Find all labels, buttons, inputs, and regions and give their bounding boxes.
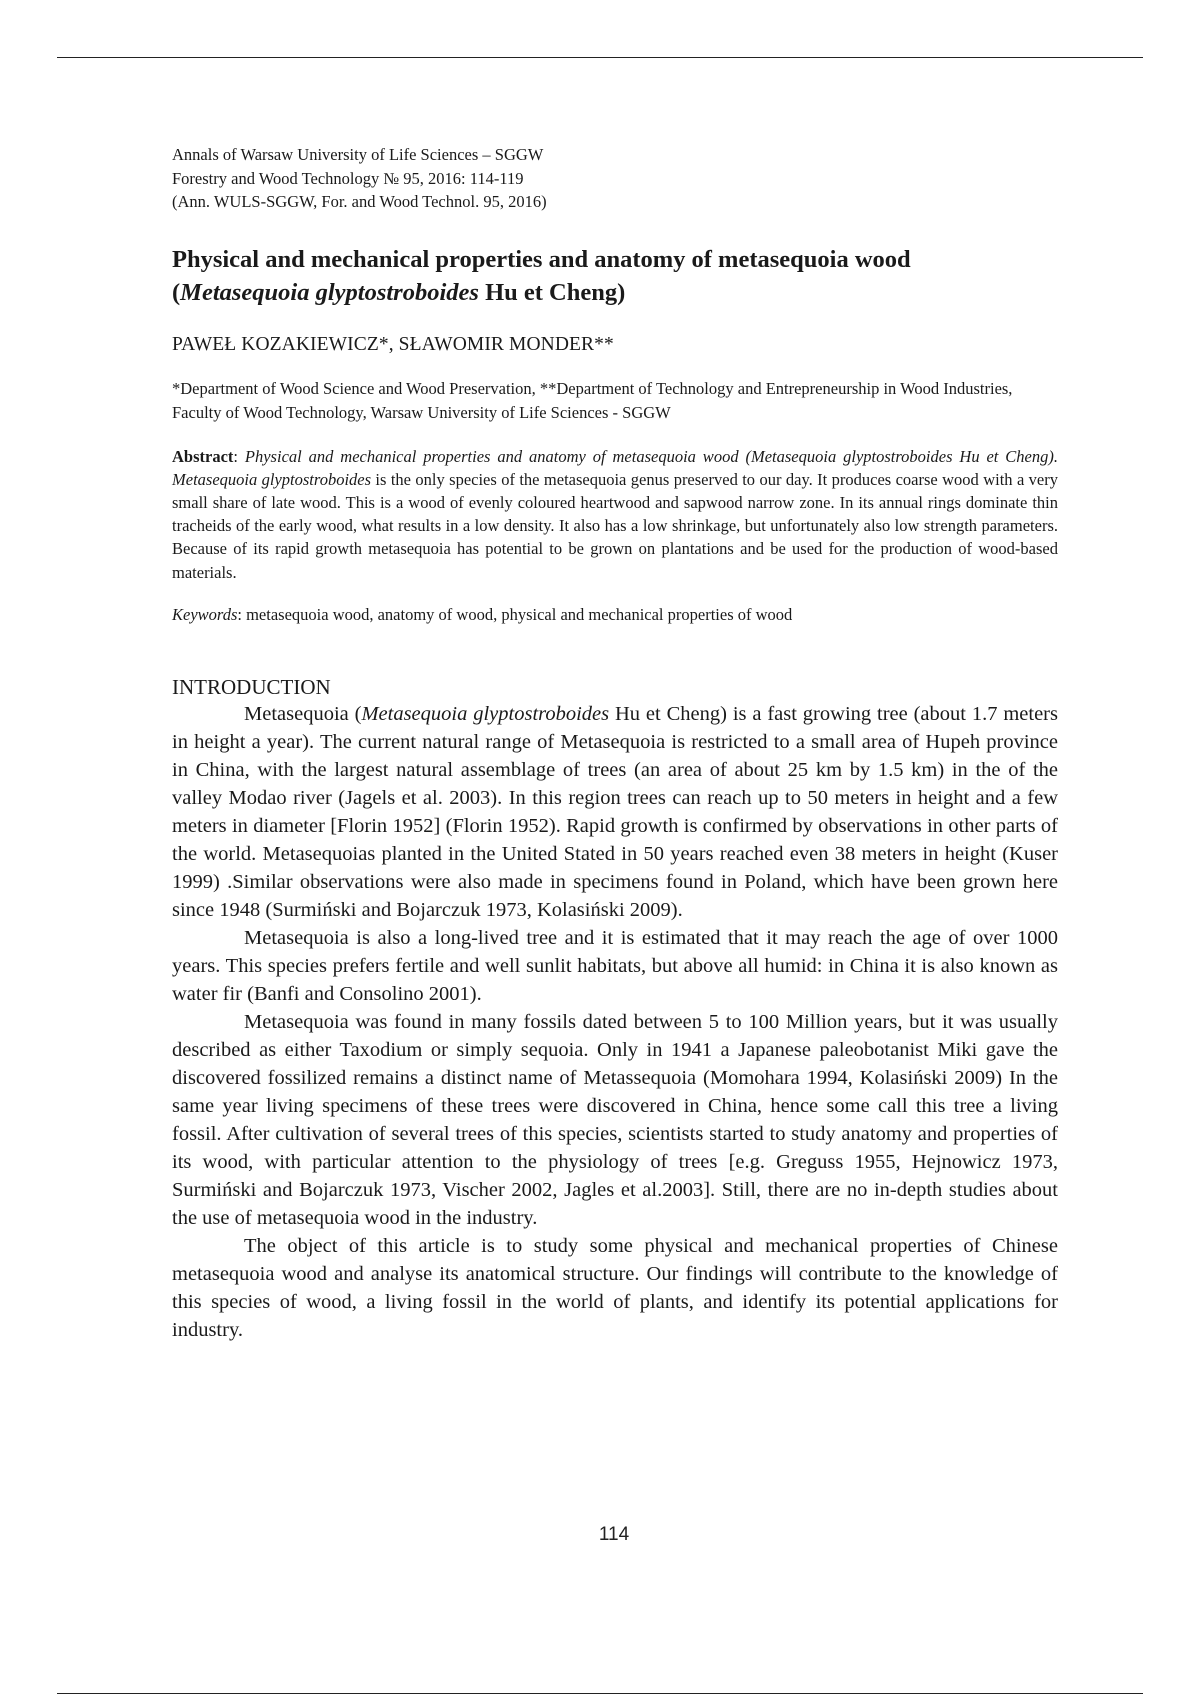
introduction-heading: INTRODUCTION [172,674,331,699]
affiliation: *Department of Wood Science and Wood Preservation, **Department of Technology and Entrepreneurship in Wood Industries, Faculty of Wood Technology, Warsaw University of Life Sciences - SGGW [172,378,1013,422]
title-authority: Hu et Cheng) [478,278,626,306]
abstract [172,445,1058,584]
keywords [172,603,1058,626]
keywords-text: : metasequoia wood, anatomy of wood, physical and mechanical properties of wood [237,604,793,624]
title-line-1: Physical and mechanical properties and anatomy of metasequoia wood [172,245,911,273]
journal-header [172,143,1058,214]
abstract-text: is the only species of the metasequoia genus preserved to our day. It produces coarse wood with a very small share of late wood. This is a wood of evenly coloured heartwood and sapwood narrow zone. In its annual rings dominate thin tracheids of the early wood, what results in a low density. It also has a low shrinkage, but unfortunately also low strength parameters. Because of its rapid growth metasequoia has potential to be grown on plantations and be used for the production of wood-based materials. [172,469,1059,582]
keywords-label: Keywords [172,604,238,624]
introduction-body [172,700,1058,1344]
page-number: 114 [598,1524,630,1545]
authors: PAWEŁ KOZAKIEWICZ*, SŁAWOMIR MONDER** [172,333,614,355]
p1-rest: Hu et Cheng) is a fast growing tree (about 1.7 meters in height a year). The current natural range of Metasequoia is restricted to a small area of Hupeh province in China, with the largest natural assemblage of trees (an area of about 25 km by 1.5 km) in the of the valley Modao river (Jagels et al. 2003). In this region trees can reach up to 50 meters in height and a few meters in diameter [Florin 1952] (Florin 1952). Rapid growth is confirmed by observations in other parts of the world. Metasequoias planted in the United Stated in 50 years reached even 38 meters in height (Kuser 1999) .Similar observations were also made in specimens found in Poland, which have been grown here since 1948 (Surmiński and Bojarczuk 1973, Kolasiński 2009). [172,702,1058,921]
abstract-italic: Physical and mechanical properties and anatomy of metasequoia wood (Metasequoia glyptostroboides Hu et Cheng). Metasequoia glyptostroboides [172,446,1058,489]
p1-start: Metasequoia ( [244,702,362,725]
paragraph: The object of this article is to study some physical and mechanical properties of Chinese metasequoia wood and analyse its anatomical structure. Our findings will contribute to the knowledge of this species of wood, a living fossil in the world of plants, and identify its potential applications for industry. [172,1234,1058,1341]
journal-volume: Forestry and Wood Technology № 95, 2016: 114-119 [172,168,524,188]
journal-name: Annals of Warsaw University of Life Sciences – SGGW [172,145,544,164]
paragraph: Metasequoia was found in many fossils dated between 5 to 100 Million years, but it was usually described as either Taxodium or simply sequoia. Only in 1941 a Japanese paleobotanist Miki gave the discovered fossilized remains a distinct name of Metassequoia (Momohara 1994, Kolasiński 2009) In the same year living specimens of these trees were discovered in China, hence some call this tree a living fossil. After cultivation of several trees of this species, scientists started to study anatomy and properties of its wood, with particular attention to the physiology of trees [e.g. Greguss 1955, Hejnowicz 1973, Surmiński and Bojarczuk 1973, Vischer 2002, Jagles et al.2003]. Still, there are no in-depth studies about the use of metasequoia wood in the industry. [172,1010,1058,1229]
journal-citation: (Ann. WULS-SGGW, For. and Wood Technol. 95, 2016) [172,192,547,211]
top-rule [57,57,1143,58]
page-content [172,143,1058,1344]
abstract-label: Abstract [172,446,234,466]
paragraph [172,700,1058,924]
paragraph: Metasequoia is also a long-lived tree and it is estimated that it may reach the age of over 1000 years. This species prefers fertile and well sunlit habitats, but above all humid: in China it is also known as water fir (Banfi and Consolino 2001). [172,926,1058,1005]
bottom-rule [57,1693,1143,1694]
title-species: Metasequoia glyptostroboides [180,278,479,306]
article-title [172,243,1058,309]
p1-species: Metasequoia glyptostroboides [361,702,610,725]
abstract-colon: : [233,446,245,466]
title-open-paren: ( [172,278,181,306]
